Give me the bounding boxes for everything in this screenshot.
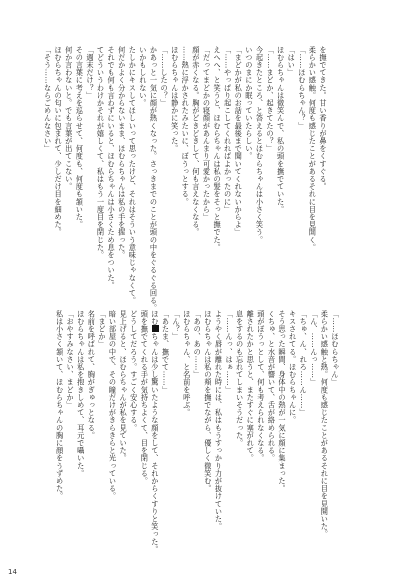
page-number: 14 xyxy=(8,568,17,576)
text-block-bottom: 「……ほむらちゃん」 柔らかい感触と熱。何度も感じたことがあるそれに目を見開いた。 「ん、……んっ……」 「ちゅ、ん、れろ……ん……」 キスされてる。ほむらちゃんに。 そう思った瞬間、身体中の熱が一気に顔に集まった。 くちゅ、と水音が響いて、舌が絡められる。 頭がぼうっとして、何も考えられなくなる。 離されたかと思うと、またすぐに塞がれて。 息をするのも忘れてしまいそうだった。 「……んっ、はぁ……」 ようやく唇が離れた時には、私はもうすっかり力が抜けていた。 ほむらちゃんは私の頬を撫でながら、優しく微笑む。 「あの、あの……」 ほむらちゃん、と名前を呼ぶ。 「ん？」 「あたま、撫でて……」 ほむらちゃんは少し驚いたような顔をして、それからくすりと笑った。 頭を撫でてくれる手が気持ちよくて、目を閉じる。 どうしてだろう。すごく安心する。 見上げると、ほむらちゃんが私を見ていた。 暗い部屋の中で、その瞳だけがきらきらと光っている。 「まどか」 名前を呼ばれて、胸がぎゅっとなる。 ほむらちゃんは私を抱きしめて、耳元で囁いた。 「おやすみなさい、まどか」 私は小さく頷いて、ほむらちゃんの胸に顔をうずめた。 xyxy=(55,310,340,554)
text-block-top: を撫でてきた。甘い香りが鼻をくすぐる。 柔らかい感触。何度も感じたことがあるそれに目を見開く。 「……ほむらちゃん？」 「はい」 ほむらちゃんは微笑んで、私の頭を撫でていた。 「……まどか、起きてたの？」 今起きたところ、と答えるとほむらちゃんは小さく笑う。 いつのまにか眠っていたらしい。 「まどかが私のお話を最後まで聞いてくれないからよ」 「……やっぱり起こしてくれればよかったのに」 えへへ、と笑うと、ほむらちゃんは私の髪をそっと撫でた。 「だってまどかの寝顔があんまり可愛かったから」 顔が赤くなる。胸がどきどきして、何も言えなくなる。 ……熱に浮かされたみたいに、ぼうっとする。 ほむらちゃんは静かに笑った。 「……したの？」 かあっと一気に顔が熱くなった。さっきまでのことが頭の中をぐるぐる回る。 いかもしれない。 たしかにキスしてほしいって思ったけど、それはそういう意味じゃなくて。 何だかよく分からないまま、ほむらちゃんは私の手を握った。 それでも何も言わずにいると、ほむらちゃんは小さくため息をついた。 てどういうわけかそれが嬉しくて、私はもう一度目を閉じた。 「週末だけ？」 その言葉に考えを巡らせて、何度も、何度も頷いた。 何か言わないと。でも言葉が出てこない。 ほむらちゃんの匂いに包まれて、少しだけ目を細めた。 「そう……ならごめんなさい」 xyxy=(43,46,328,312)
